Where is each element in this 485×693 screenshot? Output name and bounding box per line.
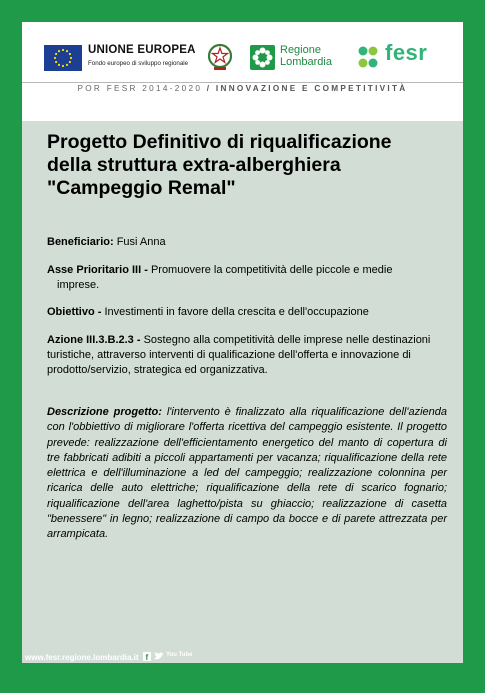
- title-line3: "Campeggio Remal": [47, 177, 236, 199]
- youtube-icon[interactable]: You Tube: [166, 652, 193, 658]
- beneficiario-value: Fusi Anna: [116, 236, 166, 248]
- eu-subtitle: Fondo europeo di sviluppo regionale: [88, 60, 189, 67]
- program-separator: /: [206, 84, 212, 93]
- description-label: Descrizione progetto:: [47, 406, 162, 418]
- beneficiario-field: [47, 235, 447, 250]
- azione-label: Azione III.3.B.2.3 -: [47, 334, 141, 346]
- project-description: [47, 405, 447, 543]
- poster-panel: [22, 22, 463, 663]
- obiettivo-value: Investimenti in favore della crescita e dell'occupazione: [104, 306, 369, 318]
- asse-label: Asse Prioritario III -: [47, 264, 148, 276]
- region-name-line2: Lombardia: [280, 56, 332, 68]
- program-suffix: INNOVAZIONE E COMPETITIVITÀ: [215, 84, 408, 93]
- asse-field: [47, 263, 447, 293]
- region-name: [280, 44, 332, 68]
- project-title: [47, 131, 447, 200]
- region-name-line1: Regione: [280, 44, 321, 56]
- facebook-glyph: f: [145, 653, 149, 661]
- program-prefix: POR FESR 2014-2020: [77, 84, 203, 93]
- fesr-logo-text: fesr: [385, 40, 428, 65]
- obiettivo-field: [47, 305, 447, 320]
- logo-header: [22, 22, 463, 121]
- azione-field: [47, 333, 447, 378]
- beneficiario-label: Beneficiario:: [47, 236, 114, 248]
- website-link[interactable]: www.fesr.regione.lombardia.it: [25, 653, 139, 662]
- azione-value-line3: prodotto/servizio, strategica ed organizzativa.: [47, 364, 268, 376]
- facebook-icon[interactable]: [143, 652, 151, 661]
- azione-value-line2: turistiche, attraverso interventi di qualificazione dell'offerta e innovazione di: [47, 349, 411, 361]
- header-divider: [22, 82, 463, 83]
- azione-value-line1: Sostegno alla competitività delle imprese nelle destinazioni: [143, 334, 431, 346]
- eu-title: UNIONE EUROPEA: [88, 44, 196, 56]
- fesr-pinwheel-icon: [354, 44, 382, 70]
- title-line2: della struttura extra-alberghiera: [47, 154, 341, 176]
- twitter-icon[interactable]: [154, 652, 164, 661]
- asse-value-line2: imprese.: [57, 279, 100, 291]
- title-line1: Progetto Definitivo di riqualificazione: [47, 131, 392, 153]
- obiettivo-label: Obiettivo -: [47, 306, 102, 318]
- asse-value-line1: Promuovere la competitività delle piccole e medie: [150, 264, 393, 276]
- italian-republic-emblem-icon: [207, 42, 233, 72]
- program-banner: [22, 84, 463, 93]
- eu-flag-icon: [44, 45, 82, 71]
- regione-lombardia-rose-icon: [250, 45, 275, 70]
- description-text: l'intervento è finalizzato alla riqualificazione dell'azienda con l'obbiettivo di migliorare l'offerta ricettiva del campeggio esistente. Il progetto prevede: realizzazione dell'efficientamento energetico del manto di copertura di tre fabbricati adibiti a piccoli appartamenti per vacanza; riqualificazione della rete elettrica e dell'illuminazione a led del campeggio; realizzazione colonnina per ricarica delle auto elettriche; riqualificazione della rete di scarico fognario; riqualificazione dell'area laghetto/pista su ghiaccio; realizzazione di casetta "benessere" in legno; realizzazione di campo da bocce e di parete attrezzata per arrampicata.: [47, 406, 447, 541]
